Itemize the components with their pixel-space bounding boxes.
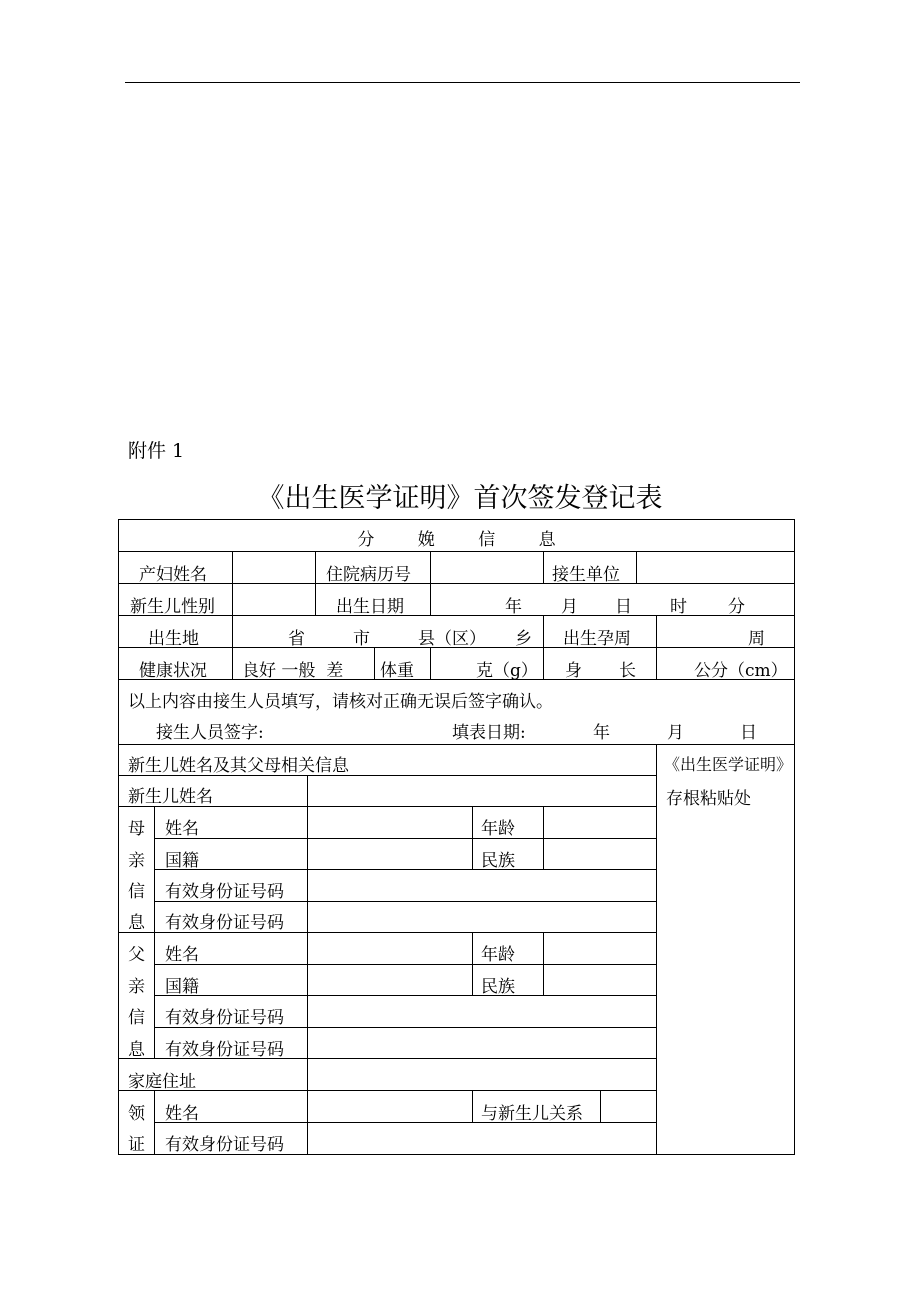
grid-line xyxy=(154,838,657,839)
label-newborn-sex: 新生儿性别 xyxy=(130,597,215,617)
receiver-info-char: 证 xyxy=(128,1135,145,1155)
grid-line xyxy=(118,1090,657,1091)
birth-date-minute: 分 xyxy=(728,597,745,617)
fill-date-month: 月 xyxy=(667,723,684,743)
birth-place-county: 县（区） xyxy=(418,629,486,649)
grid-line xyxy=(118,583,795,584)
grid-line xyxy=(430,647,431,679)
mother-label-id-1: 有效身份证号码 xyxy=(165,882,284,902)
father-label-id-2: 有效身份证号码 xyxy=(165,1040,284,1060)
label-newborn-name: 新生儿姓名 xyxy=(128,787,213,807)
label-height-char1: 身 xyxy=(565,661,582,681)
label-weight: 体重 xyxy=(380,661,414,681)
label-height-char2: 长 xyxy=(619,661,636,681)
father-info-char: 父 xyxy=(128,945,145,965)
grid-line xyxy=(600,1090,601,1122)
birth-date-hour: 时 xyxy=(670,597,687,617)
birth-date-year: 年 xyxy=(505,597,522,617)
section-family-info: 新生儿姓名及其父母相关信息 xyxy=(128,756,349,776)
label-fill-date: 填表日期: xyxy=(452,723,526,743)
grid-line xyxy=(636,551,637,583)
father-info-char: 息 xyxy=(128,1040,145,1060)
weight-unit: 克（g） xyxy=(476,661,538,681)
father-label-name: 姓名 xyxy=(165,945,199,965)
confirmation-note: 以上内容由接生人员填写，请核对正确无误后签字确认。 xyxy=(128,692,553,712)
label-gestation-week: 出生孕周 xyxy=(563,629,631,649)
grid-line xyxy=(374,647,375,679)
mother-info-char: 信 xyxy=(128,882,145,902)
header-rule xyxy=(125,82,800,83)
mother-label-id-2: 有效身份证号码 xyxy=(165,913,284,933)
mother-info-char: 母 xyxy=(128,819,145,839)
birth-place-township: 乡 xyxy=(515,629,532,649)
mother-label-name: 姓名 xyxy=(165,819,199,839)
grid-line xyxy=(307,775,308,1155)
label-delivery-unit: 接生单位 xyxy=(552,565,620,585)
father-info-char: 信 xyxy=(128,1008,145,1028)
page-title: 《出生医学证明》首次签发登记表 xyxy=(257,483,663,514)
gestation-week-unit: 周 xyxy=(748,629,765,649)
grid-line xyxy=(315,551,316,615)
receiver-info-char: 领 xyxy=(128,1104,145,1124)
section-delivery-info: 分 娩 信 息 xyxy=(357,530,556,550)
grid-line xyxy=(543,806,544,869)
table-border-top xyxy=(118,519,795,520)
father-label-id-1: 有效身份证号码 xyxy=(165,1008,284,1028)
birth-place-province: 省 xyxy=(288,629,305,649)
mother-info-char: 亲 xyxy=(128,851,145,871)
label-signature: 接生人员签字: xyxy=(156,723,264,743)
father-label-nationality: 国籍 xyxy=(165,977,199,997)
mother-label-ethnicity: 民族 xyxy=(481,851,515,871)
birth-date-day: 日 xyxy=(615,597,632,617)
attachment-label: 附件 1 xyxy=(128,440,185,462)
mother-label-age: 年龄 xyxy=(481,819,515,839)
grid-line xyxy=(154,964,657,965)
receiver-label-name: 姓名 xyxy=(165,1104,199,1124)
grid-line xyxy=(472,1090,473,1122)
grid-line xyxy=(154,1090,155,1155)
father-label-age: 年龄 xyxy=(481,945,515,965)
grid-line xyxy=(472,806,473,869)
grid-line xyxy=(154,869,657,870)
label-birth-date: 出生日期 xyxy=(336,597,404,617)
grid-line xyxy=(154,806,155,1058)
mother-info-char: 息 xyxy=(128,913,145,933)
stub-label-line1: 《出生医学证明》 xyxy=(664,755,793,774)
label-health-status: 健康状况 xyxy=(139,661,207,681)
stub-label-line2: 存根粘贴处 xyxy=(666,789,751,809)
grid-line xyxy=(472,932,473,995)
label-record-number: 住院病历号 xyxy=(326,565,411,585)
fill-date-day: 日 xyxy=(740,723,757,743)
fill-date-year: 年 xyxy=(593,723,610,743)
mother-label-nationality: 国籍 xyxy=(165,851,199,871)
height-unit: 公分（cm） xyxy=(694,661,788,681)
father-info-char: 亲 xyxy=(128,977,145,997)
grid-line xyxy=(118,744,795,745)
grid-line xyxy=(543,615,544,679)
label-birth-place: 出生地 xyxy=(148,629,199,649)
health-options: 良好 一般 差 xyxy=(242,661,344,681)
grid-line xyxy=(232,551,233,679)
receiver-label-id: 有效身份证号码 xyxy=(165,1135,284,1155)
birth-place-city: 市 xyxy=(353,629,370,649)
grid-line xyxy=(543,551,544,583)
grid-line xyxy=(118,615,795,616)
father-label-ethnicity: 民族 xyxy=(481,977,515,997)
grid-line xyxy=(656,744,657,1155)
grid-line xyxy=(656,615,657,679)
grid-line xyxy=(118,551,795,552)
label-mother-name: 产妇姓名 xyxy=(139,565,207,585)
receiver-label-relation: 与新生儿关系 xyxy=(481,1104,583,1124)
grid-line xyxy=(430,551,431,615)
grid-line xyxy=(543,932,544,995)
grid-line xyxy=(154,995,657,996)
birth-date-month: 月 xyxy=(561,597,578,617)
label-home-address: 家庭住址 xyxy=(128,1072,196,1092)
